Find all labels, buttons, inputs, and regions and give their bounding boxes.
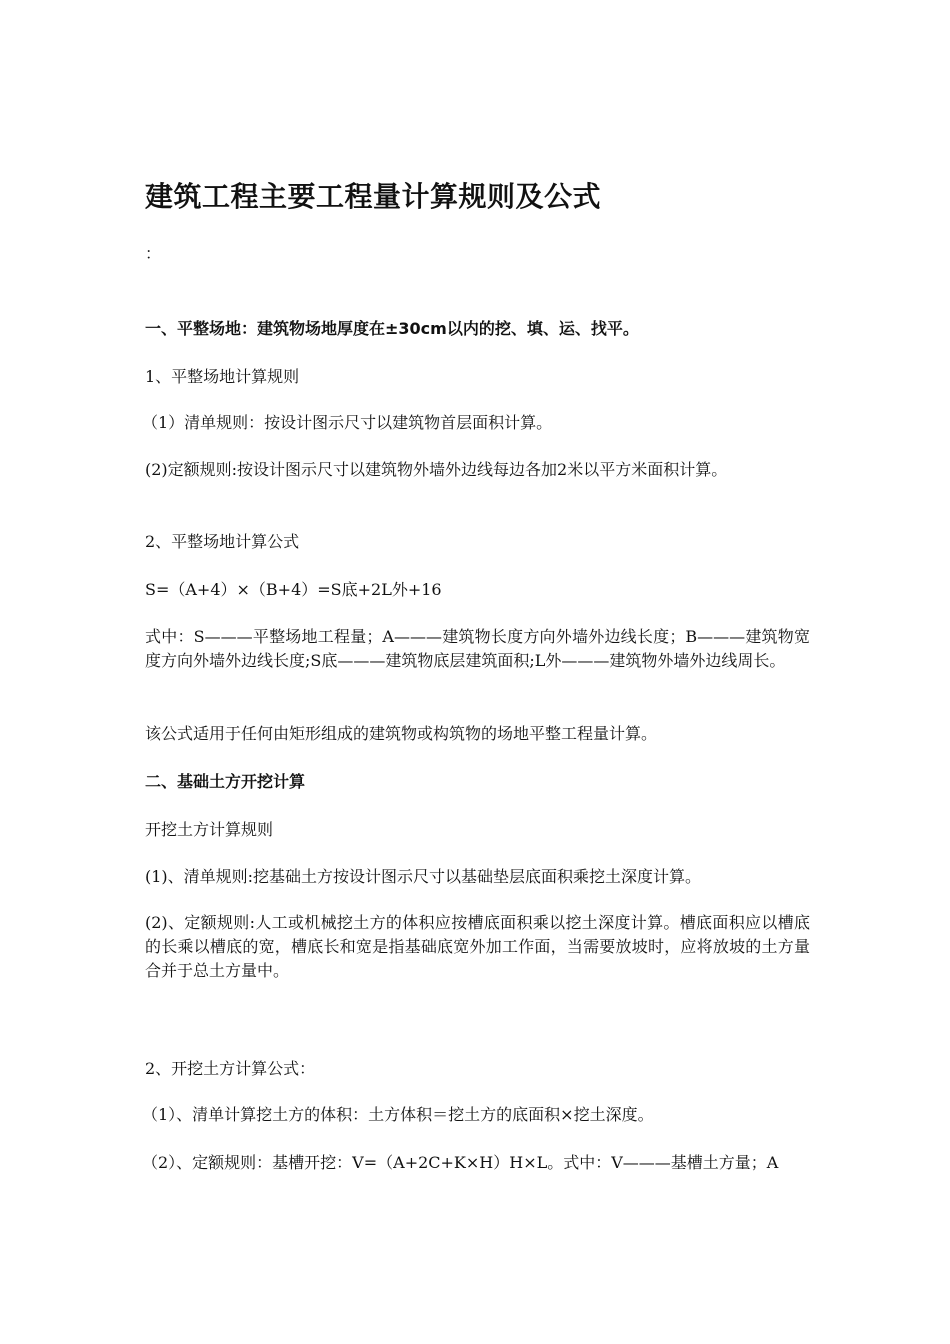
section1-heading: 一、平整场地：建筑物场地厚度在±30cm以内的挖、填、运、找平。 [145, 319, 639, 338]
section2-heading: 二、基础土方开挖计算 [145, 772, 306, 791]
colon-mark: ： [145, 244, 162, 263]
section1-formula-title: 2、平整场地计算公式 [145, 532, 300, 551]
section1-rule-list: （1）清单规则：按设计图示尺寸以建筑物首层面积计算。 [142, 413, 553, 432]
section1-rule-quota: (2)定额规则:按设计图示尺寸以建筑物外墙外边线每边各加2米以平方米面积计算。 [145, 460, 728, 479]
section1-formula-explain: 式中：S———平整场地工程量；A———建筑物长度方向外墙外边线长度；B———建筑物宽度方向外墙外边线长度;S底———建筑物底层建筑面积;L外———建筑物外墙外边线周长。 [145, 627, 810, 670]
section1-applicability: 该公式适用于任何由矩形组成的建筑物或构筑物的场地平整工程量计算。 [145, 724, 658, 743]
section2-rule-list: (1)、清单规则:挖基础土方按设计图示尺寸以基础垫层底面积乘挖土深度计算。 [145, 867, 702, 886]
section1-formula: S=（A+4）×（B+4）=S底+2L外+16 [145, 580, 442, 599]
section2-rules-title: 开挖土方计算规则 [145, 820, 274, 839]
section1-rules-title: 1、平整场地计算规则 [145, 367, 300, 386]
section2-rule-quota: (2)、定额规则:人工或机械挖土方的体积应按槽底面积乘以挖土深度计算。槽底面积应以槽底的长乘以槽底的宽，槽底长和宽是指基础底宽外加工作面，当需要放坡时，应将放坡的土方量合并于总土方量中。 [145, 913, 810, 980]
section2-formula-quota: （2）、定额规则：基槽开挖：V=（A+2C+K×H）H×L。式中：V———基槽土方量；A [142, 1153, 779, 1172]
section2-formula-title: 2、开挖土方计算公式： [145, 1059, 316, 1078]
section2-formula-list: （1）、清单计算挖土方的体积：土方体积＝挖土方的底面积×挖土深度。 [142, 1105, 654, 1124]
document-title: 建筑工程主要工程量计算规则及公式 [145, 180, 602, 213]
